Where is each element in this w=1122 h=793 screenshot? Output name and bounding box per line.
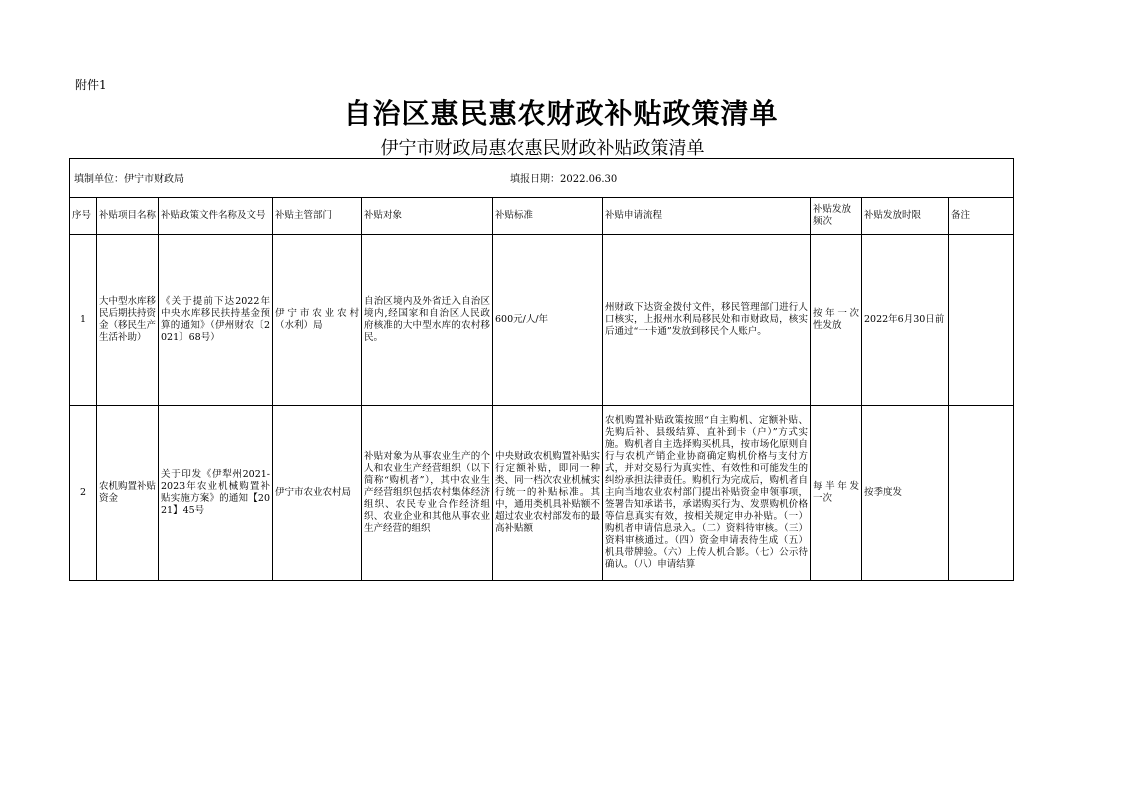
cell-remark [949, 406, 1014, 581]
cell-doc: 《关于提前下达2022年中央水库移民扶持基金预算的通知》（伊州财农〔2021〕68号） [159, 235, 273, 406]
cell-target: 补贴对象为从事农业生产的个人和农业生产经营组织（以下简称“购机者”），其中农业生产经营组织包括农村集体经济组织、农民专业合作经济组织、农业企业和其他从事农业生产经营的组织 [362, 406, 493, 581]
table-row [70, 235, 1014, 406]
page-title: 自治区惠民惠农财政补贴政策清单 [343, 97, 779, 130]
header-deadline: 补贴发放时限 [862, 198, 949, 235]
cell-deadline: 按季度发 [862, 406, 949, 581]
cell-standard: 600元/人/年 [493, 235, 603, 406]
header-standard: 补贴标准 [493, 198, 603, 235]
table-header-row [70, 198, 1014, 235]
cell-process: 州财政下达资金拨付文件，移民管理部门进行人口核实，上报州水利局移民处和市财政局，核实后通过“一卡通”发放到移民个人账户。 [603, 235, 811, 406]
header-process: 补贴申请流程 [603, 198, 811, 235]
page-subtitle: 伊宁市财政局惠农惠民财政补贴政策清单 [380, 138, 705, 159]
subsidy-policy-table [69, 158, 1014, 581]
cell-dept: 伊宁市农业农村（水利）局 [273, 235, 362, 406]
cell-frequency: 按年一次性发放 [811, 235, 862, 406]
header-dept: 补贴主管部门 [273, 198, 362, 235]
cell-doc: 关于印发《伊犁州2021-2023年农业机械购置补贴实施方案》的通知【2021】45号 [159, 406, 273, 581]
cell-dept: 伊宁市农业农村局 [273, 406, 362, 581]
header-no: 序号 [70, 198, 97, 235]
filling-date: 填报日期：2022.06.30 [510, 174, 618, 185]
cell-deadline: 2022年6月30日前 [862, 235, 949, 406]
header-target: 补贴对象 [362, 198, 493, 235]
cell-standard: 中央财政农机购置补贴实行定额补贴，即同一种类、同一档次农业机械实行统一的补贴标准。其中，通用类机具补贴额不超过农业农村部发布的最高补贴额 [493, 406, 603, 581]
cell-no: 1 [70, 235, 97, 406]
cell-no: 2 [70, 406, 97, 581]
header-doc: 补贴政策文件名称及文号 [159, 198, 273, 235]
header-remark: 备注 [949, 198, 1014, 235]
cell-target: 自治区境内及外省迁入自治区境内,经国家和自治区人民政府核准的大中型水库的农村移民。 [362, 235, 493, 406]
cell-frequency: 每半年发一次 [811, 406, 862, 581]
filling-unit: 填制单位：伊宁市财政局 [74, 174, 184, 185]
cell-remark [949, 235, 1014, 406]
header-frequency: 补贴发放频次 [811, 198, 862, 235]
table-meta-row [70, 159, 1014, 198]
cell-name: 大中型水库移民后期扶持资金（移民生产生活补助） [97, 235, 159, 406]
table-row [70, 406, 1014, 581]
cell-name: 农机购置补贴资金 [97, 406, 159, 581]
meta-cell [70, 159, 1014, 198]
attachment-label: 附件1 [75, 78, 107, 92]
header-name: 补贴项目名称 [97, 198, 159, 235]
cell-process: 农机购置补贴政策按照“自主购机、定额补贴、先购后补、县级结算、直补到卡（户）”方式实施。购机者自主选择购买机具，按市场化原则自行与农机产销企业协商确定购机价格与支付方式，并对交易行为真实性、有效性和可能发生的纠纷承担法律责任。购机行为完成后，购机者自主向当地农业农村部门提出补贴资金申领事项，签署告知承诺书，承诺购买行为、发票购机价格等信息真实有效，按相关规定申办补贴。（一）购机者申请信息录入。（二）资料待审核。（三）资料审核通过。（四）资金申请表待生成（五）机具带牌验。（六）上传人机合影。（七）公示待确认。（八）申请结算 [603, 406, 811, 581]
